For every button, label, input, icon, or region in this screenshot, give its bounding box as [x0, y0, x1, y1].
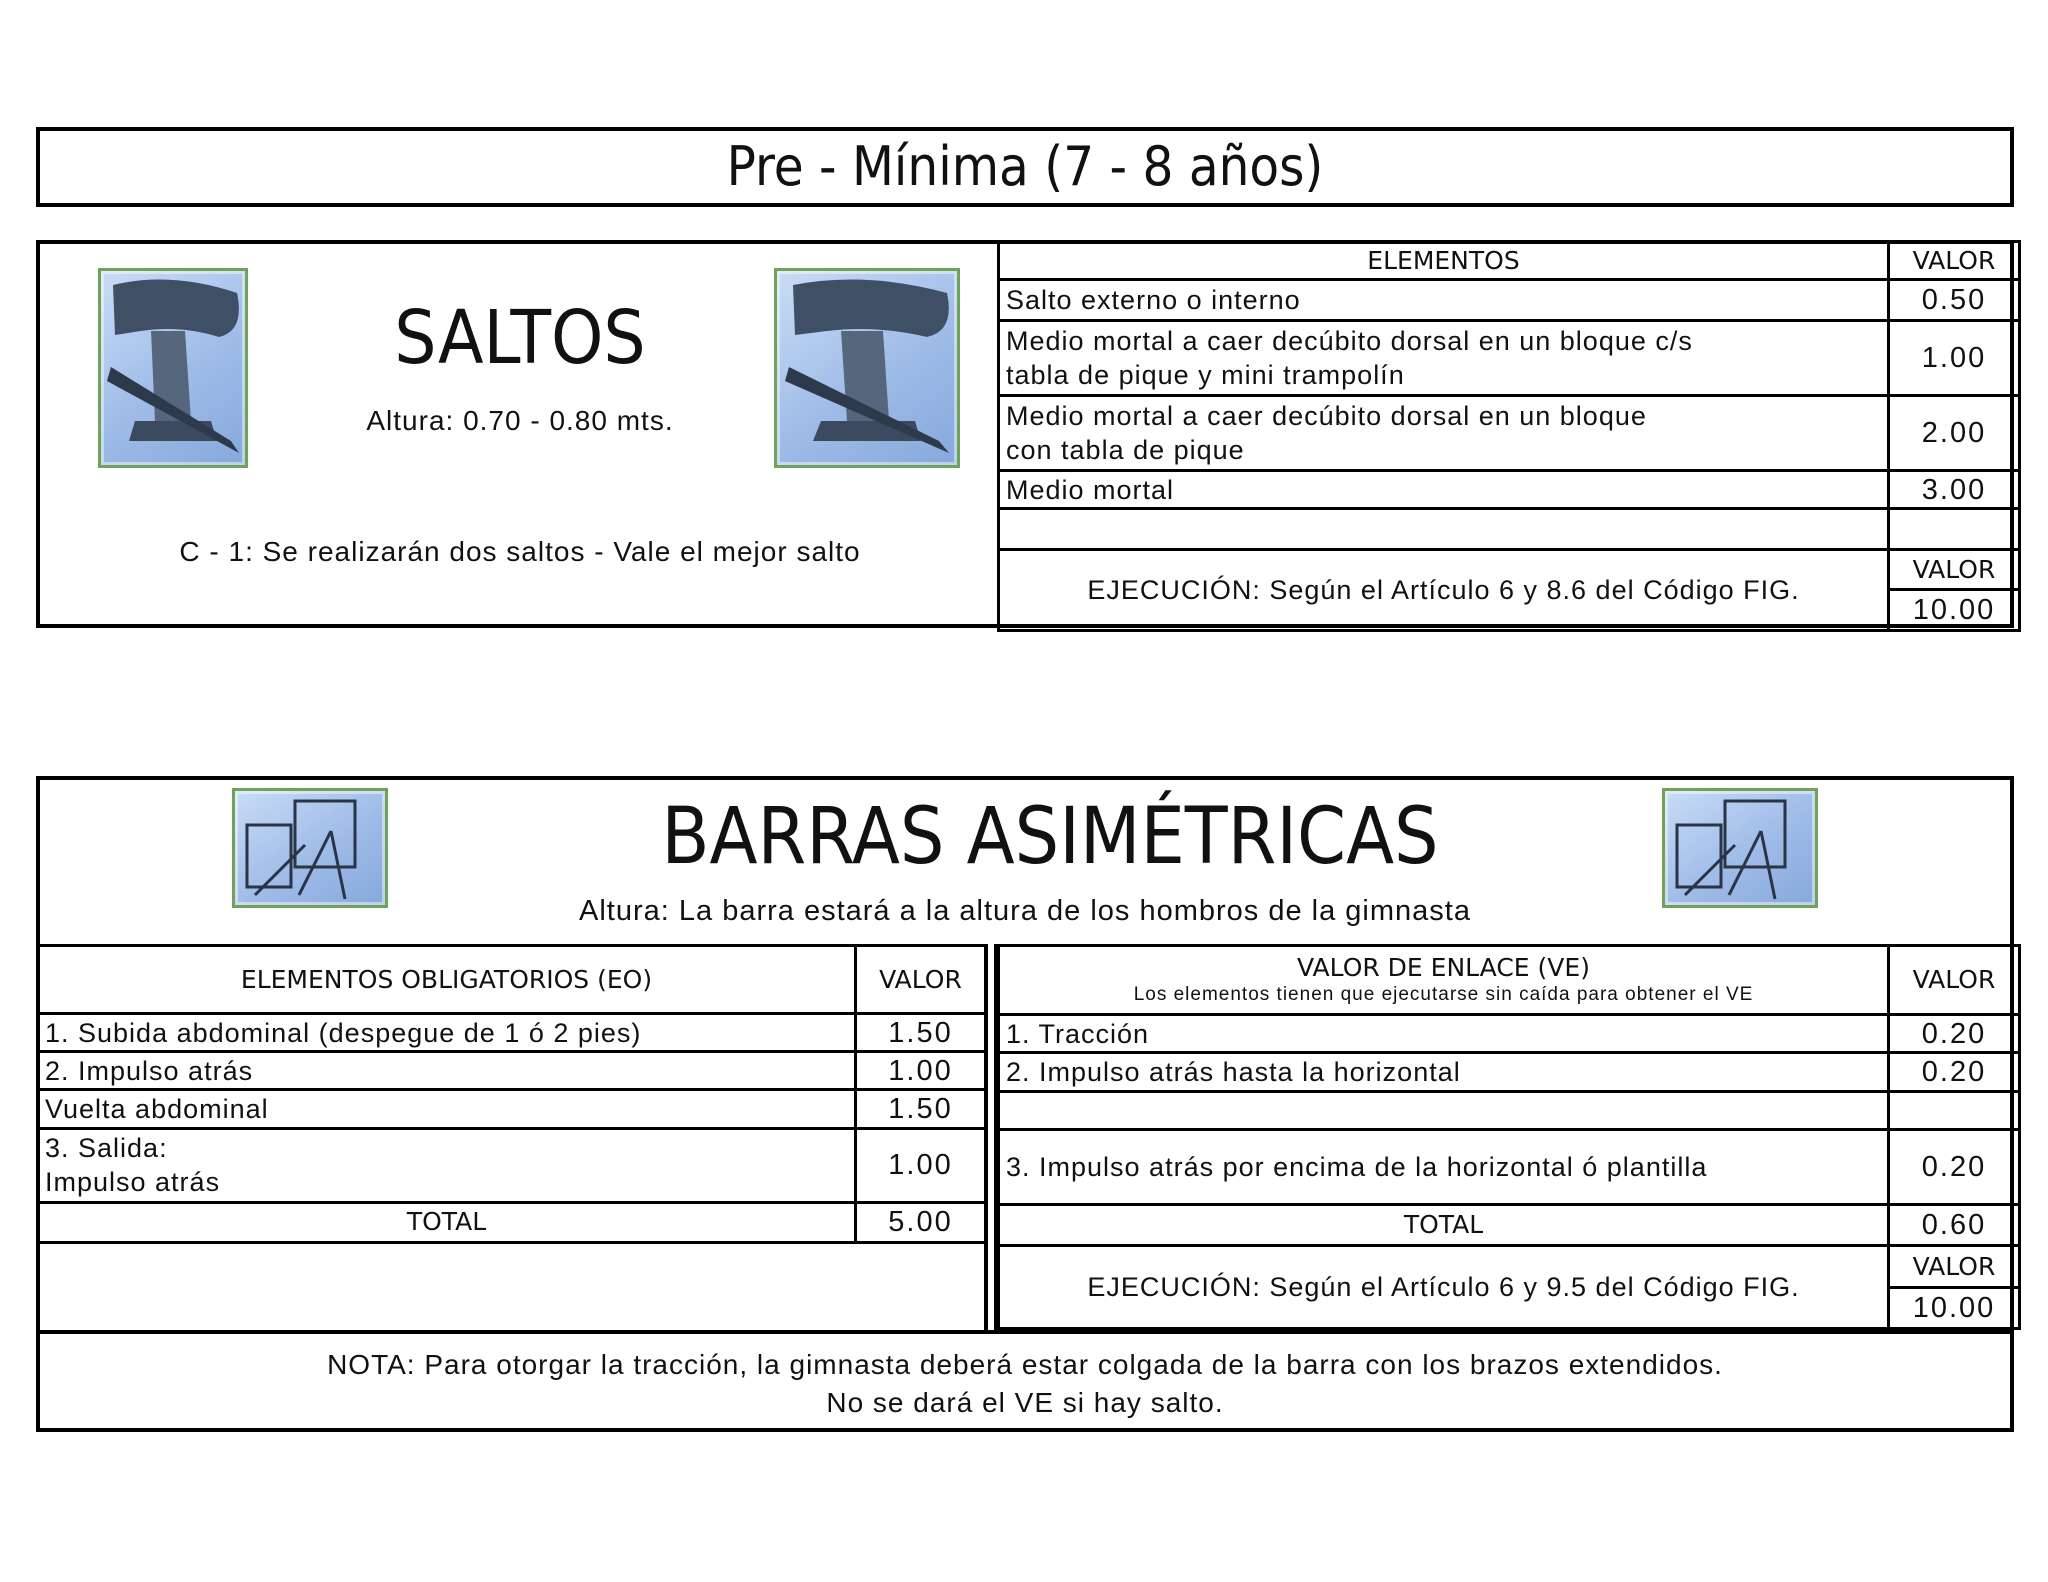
table-cell-elemento: Medio mortal	[999, 470, 1889, 508]
enlace-header-subtitle: Los elementos tienen que ejecutarse sin caída para obtener el VE	[1133, 983, 1754, 1005]
col-elementos-header: ELEMENTOS	[999, 242, 1889, 280]
enlace-header-title: VALOR DE ENLACE (VE)	[1297, 952, 1590, 982]
table-cell-elemento: 3. Impulso atrás por encima de la horizontal ó plantilla	[999, 1130, 1889, 1205]
elemento-line: con tabla de pique	[1006, 434, 1245, 465]
uneven-bars-image-right	[1662, 788, 1818, 908]
saltos-nota: C - 1: Se realizarán dos saltos - Vale el mejor salto	[179, 536, 861, 567]
table-cell-valor: 2.00	[1889, 395, 2020, 470]
table-cell-valor: 3.00	[1889, 470, 2020, 508]
table-cell-valor: 0.20	[1889, 1014, 2020, 1053]
table-cell-valor: 1.00	[1889, 321, 2020, 396]
total-label: TOTAL	[999, 1205, 1889, 1246]
bars-icon	[1665, 791, 1815, 905]
table-cell-valor: 0.20	[1889, 1130, 2020, 1205]
elemento-line: 3. Salida:	[45, 1133, 168, 1164]
table-cell-elemento: Salto externo o interno	[999, 280, 1889, 321]
table-cell-empty	[999, 1091, 1889, 1130]
saltos-info-panel	[40, 244, 1000, 624]
table-cell-elemento	[999, 395, 1889, 470]
elemento-line: tabla de pique y mini trampolín	[1006, 359, 1405, 390]
vault-icon	[777, 271, 957, 465]
nota-line-2: No se dará el VE si hay salto.	[826, 1387, 1224, 1418]
barras-title: BARRAS ASIMÉTRICAS	[661, 792, 1439, 882]
table-cell-valor: 1.00	[856, 1052, 986, 1090]
bars-icon	[235, 791, 385, 905]
col-enlace-header	[999, 946, 1889, 1015]
ejecucion-text: EJECUCIÓN: Según el Artículo 6 y 9.5 del Código FIG.	[999, 1245, 1889, 1328]
page-header	[36, 127, 2014, 207]
table-cell-valor: 0.50	[1889, 280, 2020, 321]
table-cell-elemento: 2. Impulso atrás	[38, 1052, 856, 1090]
eo-table	[36, 944, 984, 1244]
elemento-line: Medio mortal a caer decúbito dorsal en un bloque	[1006, 400, 1647, 431]
total-value: 5.00	[856, 1202, 986, 1242]
saltos-elements-table	[997, 240, 2018, 632]
table-cell-empty	[999, 509, 1889, 550]
nota-line-1: NOTA: Para otorgar la tracción, la gimnasta deberá estar colgada de la barra con los brazos extendidos.	[327, 1349, 1723, 1380]
col-valor-header: VALOR	[1889, 242, 2020, 280]
page-title: Pre - Mínima (7 - 8 años)	[726, 135, 1324, 198]
total-value: 0.60	[1889, 1205, 2020, 1246]
table-cell-valor: 1.00	[856, 1128, 986, 1202]
table-cell-elemento	[999, 321, 1889, 396]
col-valor-header: VALOR	[1889, 946, 2020, 1015]
ve-table	[997, 944, 2018, 1330]
table-cell-empty	[1889, 509, 2020, 550]
table-cell-valor: 1.50	[856, 1014, 986, 1052]
barras-altura: Altura: La barra estará a la altura de los hombros de la gimnasta	[579, 895, 1471, 927]
saltos-title: SALTOS	[394, 295, 646, 381]
ejec-valor: 10.00	[1889, 590, 2020, 631]
saltos-section	[36, 240, 2014, 628]
table-cell-elemento: Vuelta abdominal	[38, 1090, 856, 1128]
total-label: TOTAL	[38, 1202, 856, 1242]
table-cell-elemento: 2. Impulso atrás hasta la horizontal	[999, 1053, 1889, 1092]
vault-icon	[101, 271, 245, 465]
col-valor-header: VALOR	[856, 946, 986, 1014]
vault-apparatus-image-right	[774, 268, 960, 468]
ejec-valor: 10.00	[1889, 1288, 2020, 1329]
elemento-line: Impulso atrás	[45, 1167, 221, 1198]
table-cell-elemento: 1. Tracción	[999, 1014, 1889, 1053]
table-cell-valor: 1.50	[856, 1090, 986, 1128]
col-eo-header: ELEMENTOS OBLIGATORIOS (EO)	[38, 946, 856, 1014]
uneven-bars-image-left	[232, 788, 388, 908]
barras-section	[36, 776, 2014, 1432]
vault-apparatus-image-left	[98, 268, 248, 468]
table-cell-valor: 0.20	[1889, 1053, 2020, 1092]
ejec-valor-label: VALOR	[1889, 1245, 2020, 1288]
table-cell-elemento: 1. Subida abdominal (despegue de 1 ó 2 pies)	[38, 1014, 856, 1052]
section-divider	[984, 944, 998, 1330]
ejec-valor-label: VALOR	[1889, 549, 2020, 590]
ejecucion-text: EJECUCIÓN: Según el Artículo 6 y 8.6 del Código FIG.	[999, 549, 1889, 630]
table-cell-empty	[1889, 1091, 2020, 1130]
elemento-line: Medio mortal a caer decúbito dorsal en un bloque c/s	[1006, 325, 1693, 356]
saltos-altura: Altura: 0.70 - 0.80 mts.	[366, 405, 674, 436]
barras-nota	[40, 1330, 2010, 1428]
table-cell-elemento	[38, 1128, 856, 1202]
